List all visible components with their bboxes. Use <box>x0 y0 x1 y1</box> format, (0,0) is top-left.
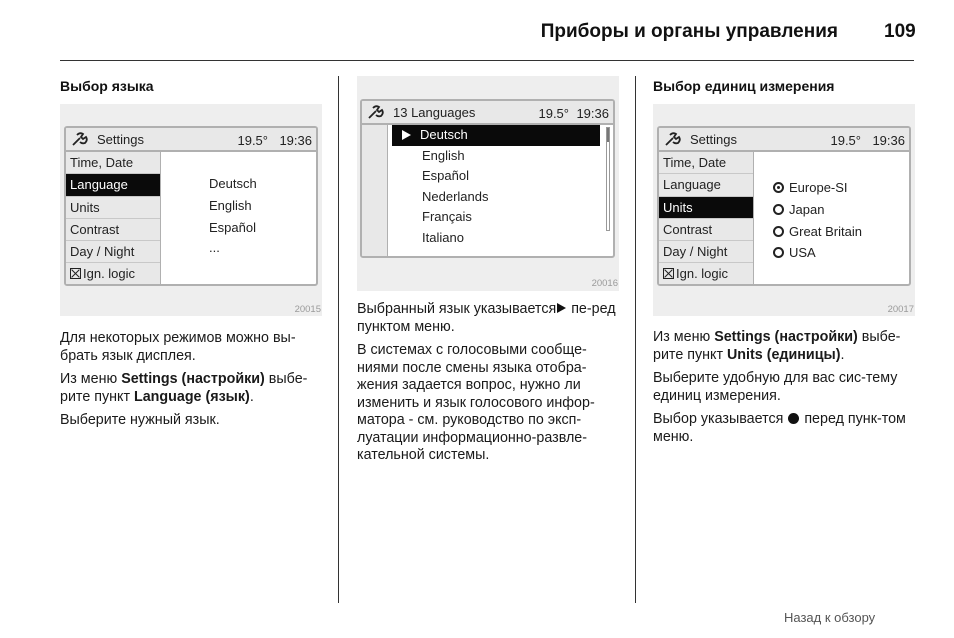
radio-option-europe-si[interactable]: Europe-SI <box>773 180 848 200</box>
settings-icon <box>664 131 684 147</box>
figure-id: 20015 <box>294 304 321 315</box>
figure-language-settings <box>60 104 322 316</box>
clock-readout: 19:36 <box>279 133 312 148</box>
column-divider-1 <box>338 76 339 603</box>
screen-title: Settings <box>97 132 144 147</box>
option-more[interactable]: ... <box>209 240 220 255</box>
display-screen <box>657 126 911 286</box>
col1-body <box>60 330 326 436</box>
checkbox-crossed-icon <box>70 268 81 279</box>
settings-icon <box>367 104 387 120</box>
menu-item-language[interactable]: Language <box>66 174 160 196</box>
settings-icon <box>71 131 91 147</box>
clock-readout: 19:36 <box>576 106 609 121</box>
screen-title: Settings <box>690 132 737 147</box>
radio-empty-icon <box>773 247 784 258</box>
paragraph: В системах с голосовыми сообще-ниями после смены языка отобра-жения задается вопрос, нужно ли изменить и язык голосового инфор-матора - см. руководство по эксп-луатации информационно-развле-кательной системы. <box>357 342 595 463</box>
settings-menu <box>66 152 161 284</box>
radio-empty-icon <box>773 204 784 215</box>
col2-body <box>357 301 625 471</box>
page-header <box>0 0 954 62</box>
menu-item-ign-logic[interactable] <box>659 263 753 285</box>
radio-option-great-britain[interactable]: Great Britain <box>773 224 862 244</box>
page-number: 109 <box>884 21 916 42</box>
selected-arrow-icon <box>402 130 411 140</box>
paragraph: Выберите удобную для вас сис-тему единиц измерения. <box>653 370 898 404</box>
option-deutsch[interactable]: Deutsch <box>209 176 257 191</box>
scrollbar[interactable] <box>606 127 610 231</box>
language-item-nederlands[interactable]: Nederlands <box>422 188 489 204</box>
menu-item-contrast[interactable]: Contrast <box>66 219 160 241</box>
figure-language-list <box>357 76 619 291</box>
figure-id: 20016 <box>591 278 618 289</box>
paragraph: Выберите нужный язык. <box>60 412 220 428</box>
menu-item-ign-logic-label: Ign. logic <box>676 266 729 282</box>
radio-option-japan[interactable]: Japan <box>773 202 824 222</box>
option-english[interactable]: English <box>209 198 252 213</box>
language-item-francais[interactable]: Français <box>422 209 472 225</box>
menu-item-time-date[interactable]: Time, Date <box>659 152 753 174</box>
language-item-espanol[interactable]: Español <box>422 168 469 184</box>
language-item-italiano[interactable]: Italiano <box>422 229 464 245</box>
display-screen <box>64 126 318 286</box>
column-divider-2 <box>635 76 636 603</box>
menu-item-day-night[interactable]: Day / Night <box>659 241 753 263</box>
screen-title: 13 Languages <box>393 105 476 120</box>
figure-id: 20017 <box>887 304 914 315</box>
radio-empty-icon <box>773 226 784 237</box>
menu-item-ign-logic-label: Ign. logic <box>83 266 136 282</box>
paragraph: Для некоторых режимов можно вы-брать язык дисплея. <box>60 330 296 364</box>
menu-item-day-night[interactable]: Day / Night <box>66 241 160 263</box>
radio-option-usa[interactable]: USA <box>773 245 816 265</box>
option-espanol[interactable]: Español <box>209 220 256 235</box>
back-to-overview-link[interactable]: Назад к обзору <box>784 610 876 625</box>
paragraph: Выбранный язык указывается пе-ред пунктом меню. <box>357 301 616 335</box>
paragraph: Выбор указывается перед пунк-том меню. <box>653 411 906 445</box>
arrow-indicator-icon <box>557 303 566 313</box>
screen-status-bar <box>362 101 613 125</box>
menu-item-ign-logic[interactable] <box>66 263 160 285</box>
language-list <box>392 125 600 249</box>
section-heading-units: Выбор единиц измерения <box>653 78 835 94</box>
menu-item-units[interactable]: Units <box>66 197 160 219</box>
scrollbar-thumb[interactable] <box>607 128 609 142</box>
filled-dot-indicator-icon <box>788 413 799 424</box>
screen-side-panel <box>362 125 388 256</box>
menu-reference: Settings (настройки) <box>714 329 858 345</box>
header-divider <box>60 60 914 61</box>
language-item-english[interactable]: English <box>422 147 465 163</box>
temperature-readout: 19.5° <box>830 133 861 148</box>
figure-units-settings <box>653 104 915 316</box>
page-title: Приборы и органы управления <box>540 21 838 42</box>
screen-status-bar <box>659 128 909 152</box>
menu-item-time-date[interactable]: Time, Date <box>66 152 160 174</box>
menu-item-units[interactable]: Units <box>659 197 753 219</box>
paragraph: Из меню Settings (настройки) выбе-рите пункт Units (единицы). <box>653 329 901 363</box>
paragraph: Из меню Settings (настройки) выбе-рите пункт Language (язык). <box>60 371 308 405</box>
col3-body <box>653 329 919 452</box>
menu-item-contrast[interactable]: Contrast <box>659 219 753 241</box>
display-screen <box>360 99 615 258</box>
section-heading-language: Выбор языка <box>60 78 154 94</box>
checkbox-crossed-icon <box>663 268 674 279</box>
temperature-readout: 19.5° <box>538 106 569 121</box>
menu-reference: Units (единицы) <box>726 346 841 363</box>
menu-reference: Language (язык) <box>133 388 250 405</box>
radio-selected-icon <box>773 182 784 193</box>
menu-item-language[interactable]: Language <box>659 174 753 196</box>
temperature-readout: 19.5° <box>237 133 268 148</box>
settings-menu <box>659 152 754 284</box>
menu-reference: Settings (настройки) <box>121 371 265 387</box>
language-item-deutsch[interactable]: Deutsch <box>392 125 600 146</box>
screen-status-bar <box>66 128 316 152</box>
clock-readout: 19:36 <box>872 133 905 148</box>
